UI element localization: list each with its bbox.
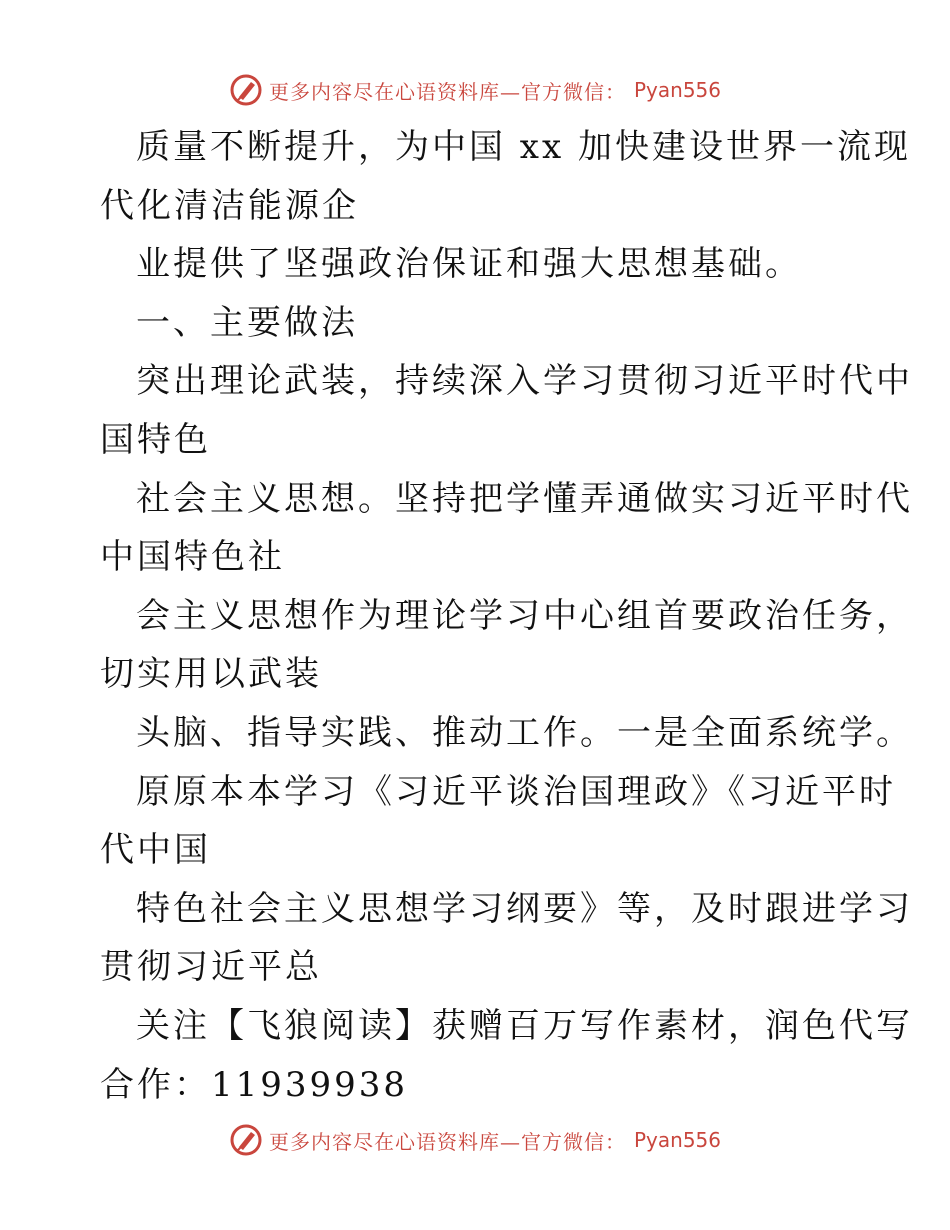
footer-watermark (0, 1120, 950, 1160)
text-line: 中国特色社 (100, 537, 285, 578)
pen-logo-icon (229, 73, 263, 107)
text-line: 社会主义思想。坚持把学懂弄通做实习近平时代 (136, 478, 913, 519)
text-line: 突出理论武装，持续深入学习贯彻习近平时代中 (136, 361, 913, 402)
text-line: 国特色 (100, 419, 211, 460)
section-heading: 一、主要做法 (136, 302, 358, 343)
document-body (100, 118, 913, 1114)
text-line: 切实用以武装 (100, 654, 322, 695)
text-line: 代中国 (100, 830, 211, 871)
text-line: 业提供了坚强政治保证和强大思想基础。 (136, 244, 802, 285)
text-line: 头脑、指导实践、推动工作。一是全面系统学。 (136, 712, 913, 753)
text-line: 代化清洁能源企 (100, 185, 359, 226)
text-line: 原原本本学习《习近平谈治国理政》《习近平时 (136, 771, 896, 812)
text-line: 特色社会主义思想学习纲要》等，及时跟进学习 (136, 888, 913, 929)
watermark-text: 更多内容尽在心语资料库—官方微信： (268, 1129, 626, 1154)
watermark-text: 更多内容尽在心语资料库—官方微信： (268, 79, 626, 104)
watermark-wechat-id: Pyan556 (633, 1128, 721, 1152)
text-line: 质量不断提升，为中国 xx 加快建设世界一流现 (136, 127, 911, 167)
pen-logo-icon (229, 1123, 263, 1157)
watermark-wechat-id: Pyan556 (633, 78, 721, 102)
text-line: 贯彻习近平总 (100, 947, 322, 988)
text-line: 会主义思想作为理论学习中心组首要政治任务， (136, 595, 913, 636)
promo-line: 关注【飞狼阅读】获赠百万写作素材，润色代写 (136, 1005, 913, 1046)
contact-line: 合作：11939938 (100, 1064, 409, 1105)
header-watermark (0, 70, 950, 110)
